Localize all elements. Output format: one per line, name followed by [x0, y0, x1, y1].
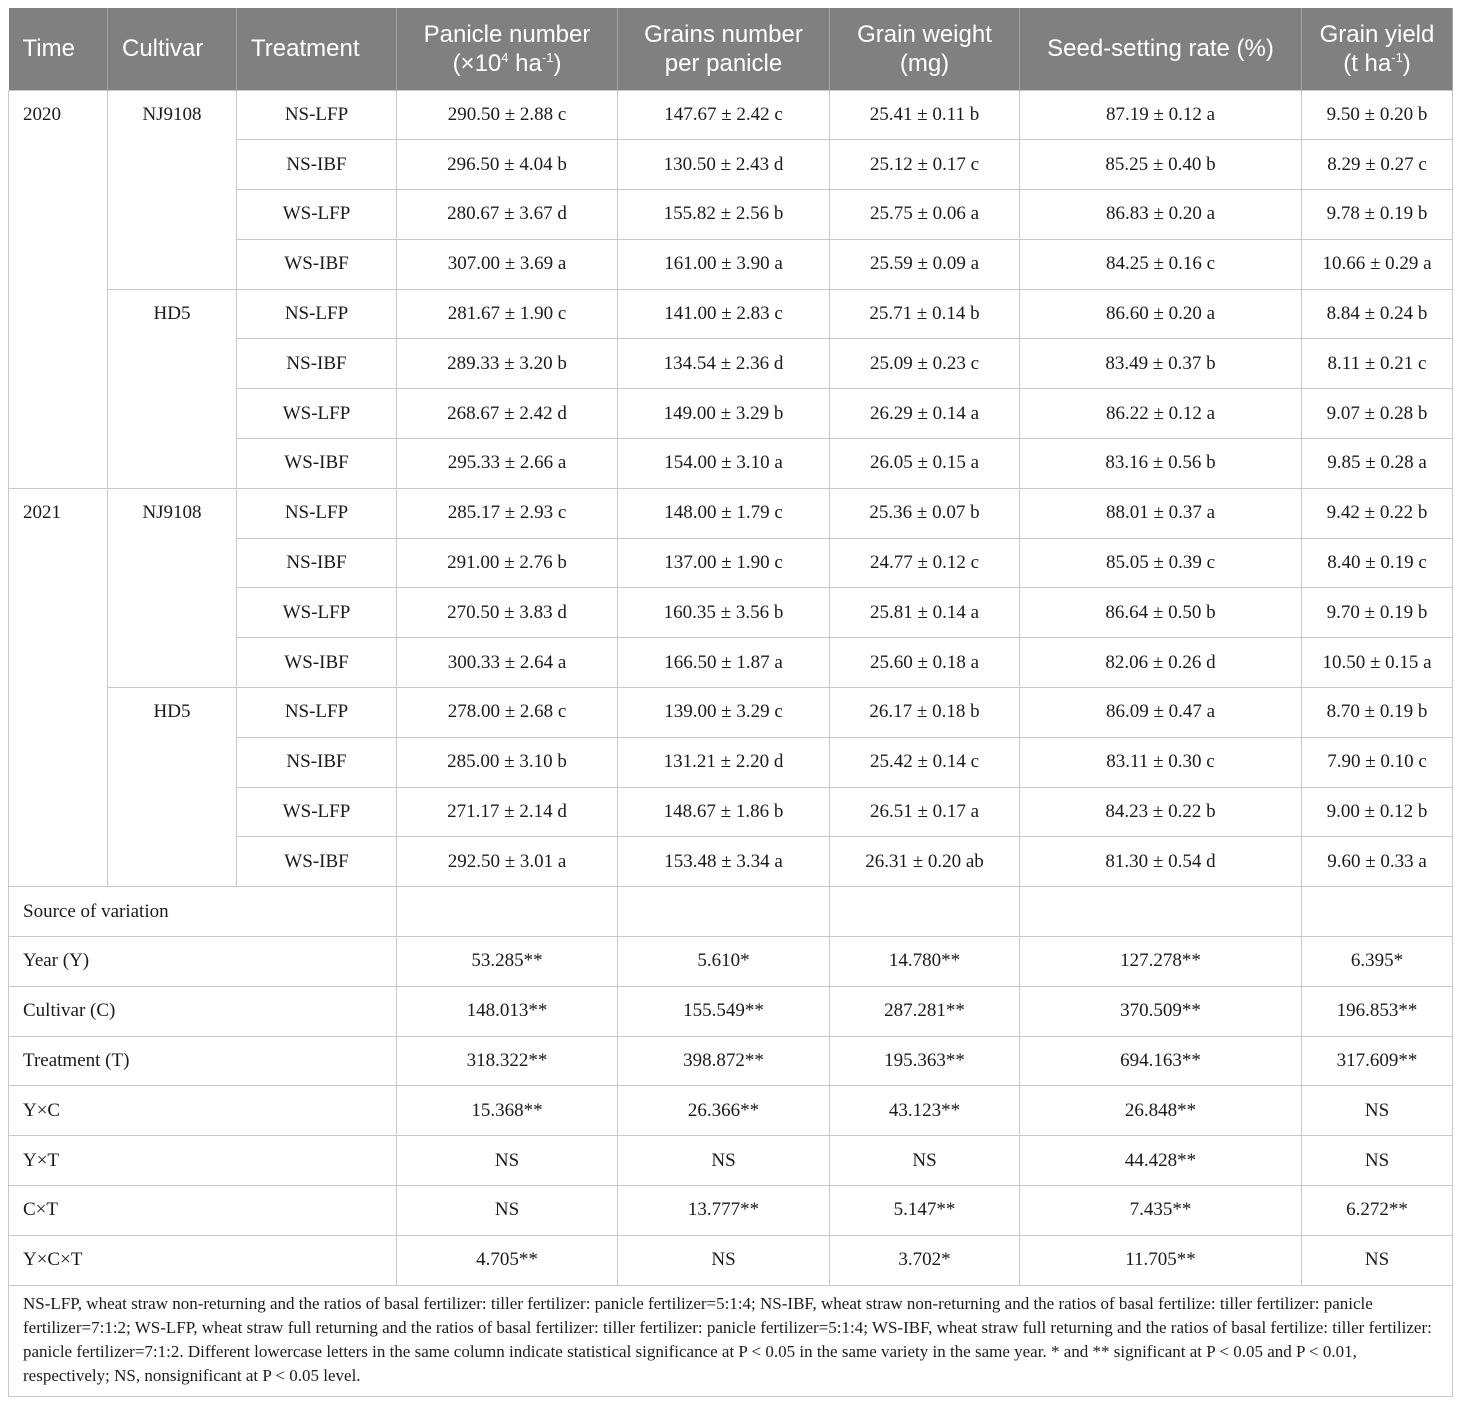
seed-cell: 86.09 ± 0.47 a [1020, 688, 1302, 738]
treatment-cell: NS-IBF [237, 140, 397, 190]
yield-cell: 9.60 ± 0.33 a [1302, 837, 1453, 887]
cultivar-cell [108, 389, 237, 439]
panicle-f-value: 4.705** [397, 1235, 618, 1285]
header-grain-yield [1302, 8, 1453, 90]
weight-cell: 26.17 ± 0.18 b [830, 688, 1020, 738]
cultivar-cell [108, 588, 237, 638]
empty-cell [1302, 887, 1453, 937]
header-panicle-sup2: -1 [541, 49, 554, 65]
cultivar-cell: NJ9108 [108, 90, 237, 140]
seed-cell: 84.23 ± 0.22 b [1020, 787, 1302, 837]
variation-label: Y×C×T [9, 1235, 397, 1285]
year-cell [9, 638, 108, 688]
variation-label: Y×T [9, 1136, 397, 1186]
panicle-f-value: 15.368** [397, 1086, 618, 1136]
cultivar-cell [108, 140, 237, 190]
grains-f-value: NS [618, 1235, 830, 1285]
yield-cell: 9.42 ± 0.22 b [1302, 488, 1453, 538]
weight-cell: 24.77 ± 0.12 c [830, 538, 1020, 588]
year-cell [9, 289, 108, 339]
panicle-cell: 300.33 ± 2.64 a [397, 638, 618, 688]
treatment-cell: WS-LFP [237, 190, 397, 240]
grains-f-value: 5.610* [618, 937, 830, 987]
panicle-cell: 290.50 ± 2.88 c [397, 90, 618, 140]
weight-cell: 25.09 ± 0.23 c [830, 339, 1020, 389]
weight-f-value: 195.363** [830, 1036, 1020, 1086]
weight-cell: 26.51 ± 0.17 a [830, 787, 1020, 837]
grains-cell: 155.82 ± 2.56 b [618, 190, 830, 240]
grains-cell: 139.00 ± 3.29 c [618, 688, 830, 738]
header-row [9, 8, 1453, 90]
footnote: NS-LFP, wheat straw non-returning and the ratios of basal fertilizer: tiller fertilizer: panicle fertilizer=5:1:4; NS-IBF, wheat straw non-returning and the ratios of basal fertilize: tiller fertilizer: panicle fertilizer=7:1:2; WS-LFP, wheat straw full returning and the ratios of basal fertilizer: tiller fertilizer: panicle fertilizer=5:1:4; WS-IBF, wheat straw full returning and the ratios of basal fertilize: tiller fertilizer: panicle fertilizer=7:1:2. Different lowercase letters in the same column indicate statistical significance at P < 0.05 in the same variety in the same year. * and ** significant at P < 0.05 and P < 0.01, respectively; NS, nonsignificant at P < 0.05 level. [9, 1285, 1453, 1396]
yield-cell: 10.50 ± 0.15 a [1302, 638, 1453, 688]
grains-cell: 166.50 ± 1.87 a [618, 638, 830, 688]
seed-f-value: 26.848** [1020, 1086, 1302, 1136]
cultivar-cell [108, 339, 237, 389]
header-treatment: Treatment [237, 8, 397, 90]
cultivar-cell [108, 239, 237, 289]
header-yield-sup: -1 [1391, 49, 1403, 65]
panicle-cell: 307.00 ± 3.69 a [397, 239, 618, 289]
yield-f-value: NS [1302, 1136, 1453, 1186]
weight-cell: 25.81 ± 0.14 a [830, 588, 1020, 638]
grains-cell: 149.00 ± 3.29 b [618, 389, 830, 439]
table-row [9, 190, 1453, 240]
empty-cell [618, 887, 830, 937]
table-row [9, 787, 1453, 837]
variation-label: Cultivar (C) [9, 986, 397, 1036]
header-panicle-number [397, 8, 618, 90]
treatment-cell: WS-LFP [237, 588, 397, 638]
year-cell [9, 239, 108, 289]
cultivar-cell [108, 190, 237, 240]
seed-cell: 85.05 ± 0.39 c [1020, 538, 1302, 588]
seed-cell: 86.22 ± 0.12 a [1020, 389, 1302, 439]
variation-label: Treatment (T) [9, 1036, 397, 1086]
grains-cell: 161.00 ± 3.90 a [618, 239, 830, 289]
table-row [9, 140, 1453, 190]
seed-cell: 84.25 ± 0.16 c [1020, 239, 1302, 289]
grains-cell: 153.48 ± 3.34 a [618, 837, 830, 887]
weight-cell: 25.71 ± 0.14 b [830, 289, 1020, 339]
treatment-cell: WS-IBF [237, 439, 397, 489]
grains-cell: 160.35 ± 3.56 b [618, 588, 830, 638]
cultivar-cell [108, 439, 237, 489]
year-cell [9, 389, 108, 439]
seed-cell: 83.49 ± 0.37 b [1020, 339, 1302, 389]
header-time: Time [9, 8, 108, 90]
panicle-cell: 280.67 ± 3.67 d [397, 190, 618, 240]
yield-cell: 9.85 ± 0.28 a [1302, 439, 1453, 489]
grains-f-value: 155.549** [618, 986, 830, 1036]
table-body [9, 90, 1453, 887]
treatment-cell: NS-LFP [237, 488, 397, 538]
seed-cell: 86.64 ± 0.50 b [1020, 588, 1302, 638]
header-panicle-sup: 4 [501, 49, 509, 65]
weight-cell: 25.59 ± 0.09 a [830, 239, 1020, 289]
header-panicle-unit-a: (×10 [452, 49, 502, 77]
variation-row [9, 986, 1453, 1036]
weight-cell: 25.12 ± 0.17 c [830, 140, 1020, 190]
yield-cell: 9.50 ± 0.20 b [1302, 90, 1453, 140]
header-grain-weight [830, 8, 1020, 90]
yield-f-value: 196.853** [1302, 986, 1453, 1036]
grains-cell: 134.54 ± 2.36 d [618, 339, 830, 389]
seed-f-value: 11.705** [1020, 1235, 1302, 1285]
yield-cell: 8.40 ± 0.19 c [1302, 538, 1453, 588]
yield-f-value: NS [1302, 1235, 1453, 1285]
treatment-cell: WS-IBF [237, 638, 397, 688]
table-row [9, 339, 1453, 389]
yield-cell: 7.90 ± 0.10 c [1302, 737, 1453, 787]
panicle-cell: 295.33 ± 2.66 a [397, 439, 618, 489]
panicle-cell: 271.17 ± 2.14 d [397, 787, 618, 837]
weight-cell: 26.31 ± 0.20 ab [830, 837, 1020, 887]
table-row [9, 239, 1453, 289]
variation-label: Y×C [9, 1086, 397, 1136]
panicle-cell: 296.50 ± 4.04 b [397, 140, 618, 190]
cultivar-cell [108, 737, 237, 787]
cultivar-cell: NJ9108 [108, 488, 237, 538]
yield-f-value: NS [1302, 1086, 1453, 1136]
grains-cell: 141.00 ± 2.83 c [618, 289, 830, 339]
header-yield-unit-a: (t ha [1343, 49, 1392, 77]
weight-cell: 25.60 ± 0.18 a [830, 638, 1020, 688]
panicle-cell: 292.50 ± 3.01 a [397, 837, 618, 887]
cultivar-cell [108, 638, 237, 688]
year-cell: 2020 [9, 90, 108, 140]
grains-cell: 154.00 ± 3.10 a [618, 439, 830, 489]
empty-cell [1020, 887, 1302, 937]
weight-cell: 26.05 ± 0.15 a [830, 439, 1020, 489]
yield-f-value: 317.609** [1302, 1036, 1453, 1086]
panicle-f-value: NS [397, 1136, 618, 1186]
grains-cell: 147.67 ± 2.42 c [618, 90, 830, 140]
seed-f-value: 7.435** [1020, 1186, 1302, 1236]
panicle-cell: 289.33 ± 3.20 b [397, 339, 618, 389]
grains-f-value: NS [618, 1136, 830, 1186]
variation-row [9, 1235, 1453, 1285]
table-row [9, 837, 1453, 887]
panicle-cell: 285.17 ± 2.93 c [397, 488, 618, 538]
panicle-cell: 278.00 ± 2.68 c [397, 688, 618, 738]
year-cell [9, 787, 108, 837]
yield-cell: 8.70 ± 0.19 b [1302, 688, 1453, 738]
weight-f-value: 14.780** [830, 937, 1020, 987]
seed-cell: 87.19 ± 0.12 a [1020, 90, 1302, 140]
panicle-f-value: NS [397, 1186, 618, 1236]
year-cell [9, 538, 108, 588]
treatment-cell: NS-LFP [237, 688, 397, 738]
variation-row [9, 1036, 1453, 1086]
table-row [9, 90, 1453, 140]
seed-cell: 83.16 ± 0.56 b [1020, 439, 1302, 489]
year-cell [9, 837, 108, 887]
treatment-cell: NS-IBF [237, 339, 397, 389]
year-cell [9, 439, 108, 489]
year-cell [9, 190, 108, 240]
weight-cell: 25.42 ± 0.14 c [830, 737, 1020, 787]
treatment-cell: WS-IBF [237, 837, 397, 887]
cultivar-cell: HD5 [108, 289, 237, 339]
header-cultivar: Cultivar [108, 8, 237, 90]
header-panicle-line1: Panicle number [423, 20, 591, 48]
seed-f-value: 127.278** [1020, 937, 1302, 987]
footnote-row [9, 1285, 1453, 1396]
panicle-cell: 291.00 ± 2.76 b [397, 538, 618, 588]
weight-f-value: 3.702* [830, 1235, 1020, 1285]
grains-f-value: 26.366** [618, 1086, 830, 1136]
weight-f-value: 43.123** [830, 1086, 1020, 1136]
panicle-f-value: 318.322** [397, 1036, 618, 1086]
yield-f-value: 6.272** [1302, 1186, 1453, 1236]
panicle-cell: 285.00 ± 3.10 b [397, 737, 618, 787]
table-row [9, 389, 1453, 439]
weight-cell: 26.29 ± 0.14 a [830, 389, 1020, 439]
table-row [9, 289, 1453, 339]
header-weight-line2: (mg) [899, 49, 950, 77]
year-cell [9, 140, 108, 190]
grains-cell: 148.00 ± 1.79 c [618, 488, 830, 538]
cultivar-cell: HD5 [108, 688, 237, 738]
table-row [9, 439, 1453, 489]
seed-f-value: 694.163** [1020, 1036, 1302, 1086]
table-container [8, 8, 1452, 1397]
grains-cell: 148.67 ± 1.86 b [618, 787, 830, 837]
variation-label: C×T [9, 1186, 397, 1236]
panicle-cell: 281.67 ± 1.90 c [397, 289, 618, 339]
variation-row [9, 937, 1453, 987]
header-panicle-unit-c: ) [553, 49, 562, 77]
empty-cell [397, 887, 618, 937]
header-panicle-unit-b: ha [508, 49, 542, 77]
treatment-cell: WS-LFP [237, 787, 397, 837]
empty-cell [830, 887, 1020, 937]
seed-cell: 86.83 ± 0.20 a [1020, 190, 1302, 240]
yield-cell: 9.70 ± 0.19 b [1302, 588, 1453, 638]
yield-cell: 8.11 ± 0.21 c [1302, 339, 1453, 389]
weight-cell: 25.41 ± 0.11 b [830, 90, 1020, 140]
grains-cell: 131.21 ± 2.20 d [618, 737, 830, 787]
table-row [9, 488, 1453, 538]
variation-row [9, 1186, 1453, 1236]
header-grains-line1: Grains number [644, 20, 803, 48]
weight-f-value: 5.147** [830, 1186, 1020, 1236]
source-of-variation-row [9, 887, 1453, 937]
seed-cell: 86.60 ± 0.20 a [1020, 289, 1302, 339]
treatment-cell: NS-IBF [237, 737, 397, 787]
weight-cell: 25.75 ± 0.06 a [830, 190, 1020, 240]
header-yield-unit-b: ) [1402, 49, 1411, 77]
variation-label: Year (Y) [9, 937, 397, 987]
seed-f-value: 44.428** [1020, 1136, 1302, 1186]
variation-row [9, 1136, 1453, 1186]
weight-f-value: 287.281** [830, 986, 1020, 1036]
panicle-cell: 268.67 ± 2.42 d [397, 389, 618, 439]
yield-cell: 10.66 ± 0.29 a [1302, 239, 1453, 289]
seed-cell: 88.01 ± 0.37 a [1020, 488, 1302, 538]
year-cell [9, 339, 108, 389]
seed-f-value: 370.509** [1020, 986, 1302, 1036]
variation-body [9, 887, 1453, 1285]
table-row [9, 588, 1453, 638]
cultivar-cell [108, 837, 237, 887]
header-grains-line2: per panicle [664, 49, 783, 77]
year-cell [9, 688, 108, 738]
seed-cell: 83.11 ± 0.30 c [1020, 737, 1302, 787]
table-row [9, 737, 1453, 787]
grains-f-value: 398.872** [618, 1036, 830, 1086]
weight-f-value: NS [830, 1136, 1020, 1186]
source-of-variation-label: Source of variation [9, 887, 397, 937]
header-yield-line1: Grain yield [1319, 20, 1435, 48]
yield-f-value: 6.395* [1302, 937, 1453, 987]
yield-components-table [8, 8, 1453, 1397]
variation-row [9, 1086, 1453, 1136]
year-cell [9, 588, 108, 638]
table-row [9, 538, 1453, 588]
yield-cell: 8.29 ± 0.27 c [1302, 140, 1453, 190]
year-cell [9, 737, 108, 787]
yield-cell: 9.07 ± 0.28 b [1302, 389, 1453, 439]
panicle-cell: 270.50 ± 3.83 d [397, 588, 618, 638]
cultivar-cell [108, 787, 237, 837]
treatment-cell: WS-LFP [237, 389, 397, 439]
yield-cell: 9.00 ± 0.12 b [1302, 787, 1453, 837]
header-grains-number [618, 8, 830, 90]
yield-cell: 8.84 ± 0.24 b [1302, 289, 1453, 339]
year-cell: 2021 [9, 488, 108, 538]
treatment-cell: NS-LFP [237, 289, 397, 339]
treatment-cell: WS-IBF [237, 239, 397, 289]
header-seed-setting-rate: Seed-setting rate (%) [1020, 8, 1302, 90]
cultivar-cell [108, 538, 237, 588]
header-weight-line1: Grain weight [857, 20, 992, 48]
footnote-body [9, 1285, 1453, 1396]
table-row [9, 688, 1453, 738]
panicle-f-value: 53.285** [397, 937, 618, 987]
treatment-cell: NS-IBF [237, 538, 397, 588]
grains-f-value: 13.777** [618, 1186, 830, 1236]
yield-cell: 9.78 ± 0.19 b [1302, 190, 1453, 240]
table-row [9, 638, 1453, 688]
weight-cell: 25.36 ± 0.07 b [830, 488, 1020, 538]
panicle-f-value: 148.013** [397, 986, 618, 1036]
seed-cell: 85.25 ± 0.40 b [1020, 140, 1302, 190]
grains-cell: 130.50 ± 2.43 d [618, 140, 830, 190]
treatment-cell: NS-LFP [237, 90, 397, 140]
seed-cell: 82.06 ± 0.26 d [1020, 638, 1302, 688]
grains-cell: 137.00 ± 1.90 c [618, 538, 830, 588]
seed-cell: 81.30 ± 0.54 d [1020, 837, 1302, 887]
